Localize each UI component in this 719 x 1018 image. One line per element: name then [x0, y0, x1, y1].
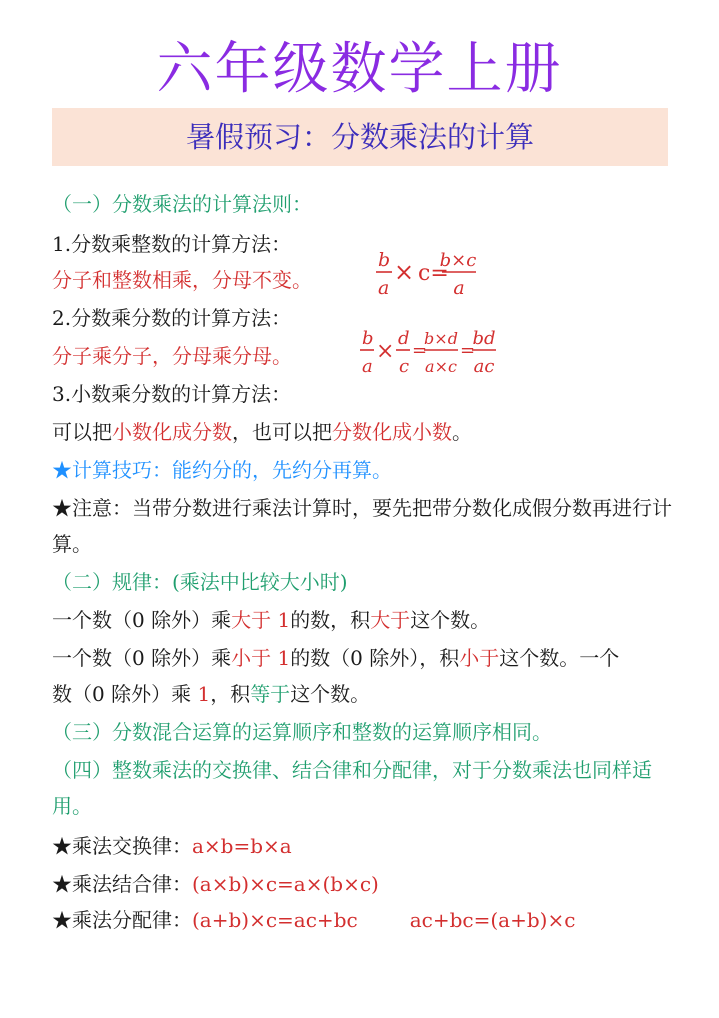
- lt1-e: 这个数。一个: [499, 646, 620, 670]
- law1-formula: a×b=b×a: [192, 834, 292, 858]
- law3-formula2: ac+bc=(a+b)×c: [409, 908, 576, 932]
- law3-formula1: (a+b)×c=ac+bc: [192, 908, 358, 932]
- rule-lt1: [52, 640, 619, 676]
- rule3-part-c: ，也可以把: [232, 420, 332, 444]
- f1-num-bc: b×c: [439, 250, 477, 271]
- calc-tip: ★计算技巧：能约分的，先约分再算。: [52, 458, 392, 482]
- law3-label: ★乘法分配律：: [52, 908, 192, 932]
- rule2-text: 分子乘分子，分母乘分母。: [52, 344, 292, 368]
- rule1-title: 1.分数乘整数的计算方法：: [52, 232, 292, 256]
- f2-den-ac: a×c: [425, 357, 457, 376]
- formula-fraction-times-integer: [372, 244, 502, 302]
- law2-formula: (a×b)×c=a×(b×c): [192, 872, 379, 896]
- rule-eq1: [52, 676, 370, 712]
- formula-fraction-times-fraction: [356, 324, 506, 380]
- f1-c-eq: c=: [418, 261, 449, 286]
- eq1-c: ，积: [210, 682, 251, 706]
- law-commutative: [52, 828, 292, 864]
- gt1-e: 这个数。: [410, 608, 491, 632]
- f2-num-d: d: [398, 328, 410, 349]
- law-distributive: [52, 902, 575, 938]
- rule3-part-b: 小数化成分数: [112, 420, 232, 444]
- lt1-b: 小于 1: [231, 646, 291, 670]
- law1-label: ★乘法交换律：: [52, 834, 192, 858]
- rule3-part-a: 可以把: [52, 420, 112, 444]
- rule3-title: 3.小数乘分数的计算方法：: [52, 382, 292, 406]
- gt1-b: 大于 1: [231, 608, 291, 632]
- eq1-d: 等于: [250, 682, 291, 706]
- eq1-e: 这个数。: [290, 682, 371, 706]
- calc-note: ★注意：当带分数进行乘法计算时，要先把带分数化成假分数再进行计算。: [52, 496, 672, 556]
- gt1-a: 一个数（0 除外）乘: [52, 608, 232, 632]
- subtitle-text: 暑假预习：分数乘法的计算: [185, 120, 534, 154]
- rule3-part-d: 分数化成小数: [332, 420, 452, 444]
- f1-den: a: [453, 277, 465, 299]
- f1-den-a: a: [378, 277, 390, 299]
- gt1-d: 大于: [370, 608, 411, 632]
- f2-den-c: c: [399, 356, 410, 377]
- eq1-a: 数（0 除外）乘: [52, 682, 198, 706]
- f2-num-bd: b×d: [424, 329, 458, 348]
- rule3-text: [52, 414, 472, 450]
- rule2-title: 2.分数乘分数的计算方法：: [52, 306, 292, 330]
- f1-num-b: b: [378, 249, 391, 271]
- section1-heading: （一）分数乘法的计算法则：: [52, 192, 312, 216]
- lt1-a: 一个数（0 除外）乘: [52, 646, 232, 670]
- f2-eq1: =: [412, 340, 428, 361]
- eq1-b: 1: [197, 682, 211, 706]
- lt1-c: 的数（0 除外），积: [290, 646, 460, 670]
- law2-label: ★乘法结合律：: [52, 872, 192, 896]
- f2-times: ×: [376, 339, 395, 364]
- page-title: 六年级数学上册: [156, 37, 563, 102]
- f1-times: ×: [394, 258, 415, 286]
- section4-heading: （四）整数乘法的交换律、结合律和分配律，对于分数乘法也同样适用。: [52, 758, 652, 818]
- f2-num-b: b: [362, 328, 374, 349]
- section3-heading: （三）分数混合运算的运算顺序和整数的运算顺序相同。: [52, 720, 552, 744]
- rule1-text: 分子和整数相乘，分母不变。: [52, 268, 312, 292]
- gt1-c: 的数，积: [290, 608, 371, 632]
- rule-gt1: [52, 602, 490, 638]
- subtitle-banner: [52, 108, 668, 166]
- rule3-part-e: 。: [452, 420, 472, 444]
- f2-eq2: =: [460, 340, 476, 361]
- f2-num-bd2: bd: [472, 328, 496, 349]
- f2-den-a: a: [362, 356, 373, 377]
- law-associative: [52, 866, 379, 902]
- section2-heading: （二）规律：(乘法中比较大小时): [52, 570, 348, 594]
- lt1-d: 小于: [459, 646, 500, 670]
- f2-den-ac2: ac: [473, 356, 495, 377]
